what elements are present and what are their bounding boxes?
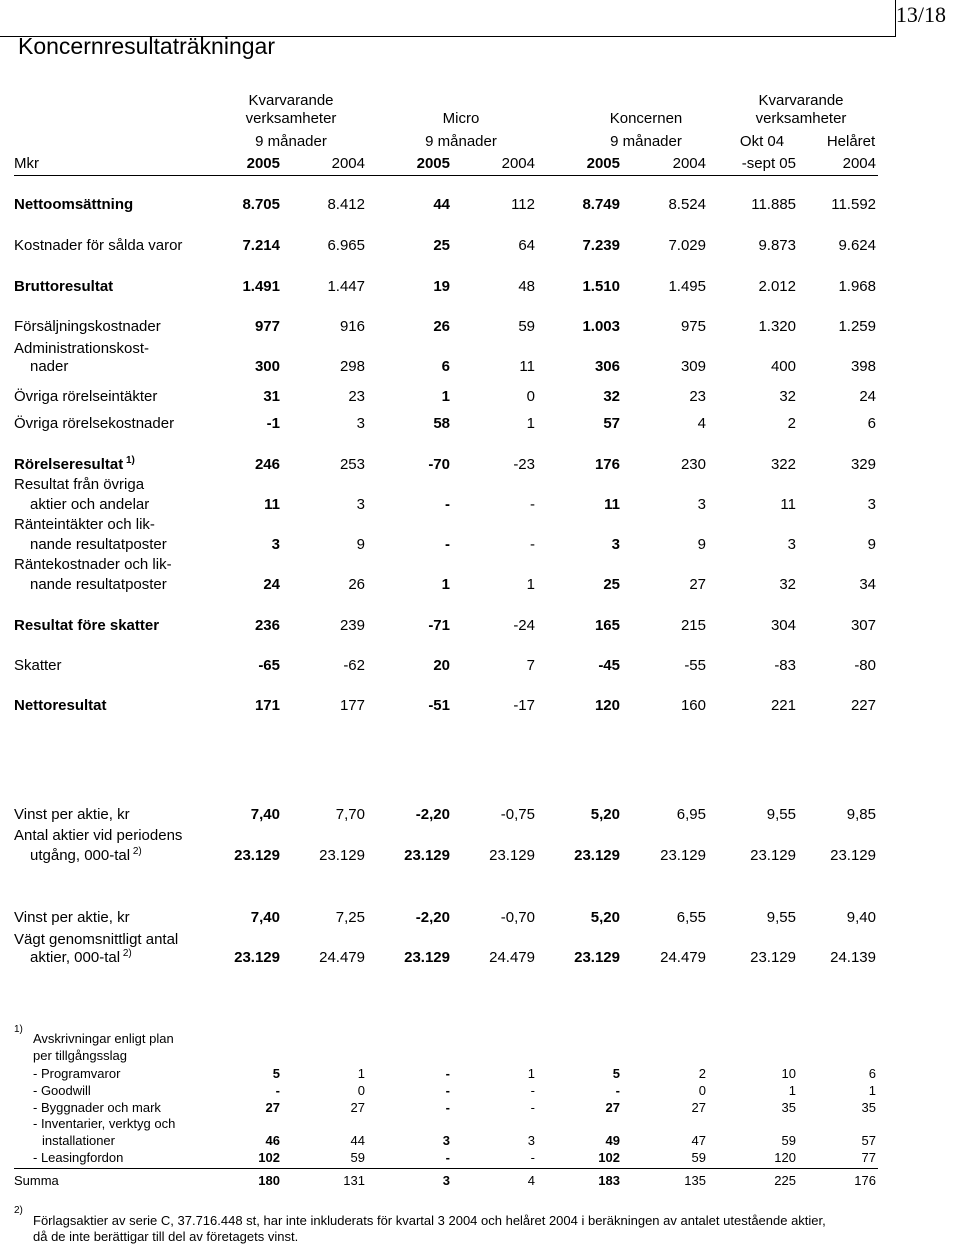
depreciation-item-value: 27: [265, 1100, 280, 1115]
depreciation-item-value: -: [445, 1083, 450, 1098]
row-value: 9.624: [838, 237, 876, 254]
row-value: 11: [264, 496, 280, 513]
row-value: 25: [433, 237, 450, 254]
row-value: 3: [867, 496, 876, 513]
row-value: 23.129: [234, 847, 280, 864]
sum-value: 180: [258, 1173, 280, 1188]
row-value: 26: [348, 576, 365, 593]
row-value: 300: [254, 358, 280, 375]
row-value: 5,20: [590, 909, 620, 926]
row-value: 9.873: [758, 237, 796, 254]
row-value: -83: [774, 657, 796, 674]
row-label-cont: utgång, 000-tal $^{2)}$: [30, 846, 142, 864]
row-label: Vinst per aktie, kr: [14, 806, 130, 823]
row-value: 2.012: [758, 278, 796, 295]
row-value: 11.592: [831, 196, 876, 213]
row-value: 57: [603, 415, 620, 432]
footnote-marker: 1): [14, 1024, 23, 1035]
row-value: 27: [689, 576, 706, 593]
row-value: 11: [780, 496, 796, 513]
depreciation-item-label-cont: installationer: [42, 1133, 115, 1148]
row-value: 7,40: [250, 909, 280, 926]
row-value: 221: [770, 697, 796, 714]
row-value: -17: [513, 697, 535, 714]
row-value: 1.491: [242, 278, 280, 295]
row-value: 3: [356, 496, 365, 513]
row-value: -: [445, 496, 450, 513]
row-value: 307: [850, 617, 876, 634]
row-label-cont: nande resultatposter: [30, 576, 167, 593]
row-value: 6,55: [676, 909, 706, 926]
row-value: 32: [779, 576, 796, 593]
row-value: 977: [254, 318, 280, 335]
row-value: 215: [680, 617, 706, 634]
row-value: 298: [339, 358, 365, 375]
row-value: 329: [850, 456, 876, 473]
row-label-sup: 1): [123, 455, 135, 466]
period-header: Okt 04: [739, 133, 785, 150]
row-value: 230: [680, 456, 706, 473]
row-value: 23.129: [574, 847, 620, 864]
row-label: Nettoresultat: [14, 697, 107, 714]
column-group-line1: Kvarvarande: [248, 92, 334, 109]
row-value: 9: [356, 536, 365, 553]
row-value: 227: [850, 697, 876, 714]
column-group-line2: Koncernen: [609, 110, 683, 127]
depreciation-item-value: 1: [788, 1083, 796, 1098]
depreciation-item-value: -: [530, 1083, 535, 1098]
row-value: 1.259: [838, 318, 876, 335]
depreciation-item-value: 59: [350, 1150, 365, 1165]
row-value: -2,20: [415, 806, 450, 823]
row-value: 400: [770, 358, 796, 375]
depreciation-item-value: 1: [868, 1083, 876, 1098]
row-value: -51: [428, 697, 450, 714]
row-value: 23.129: [750, 949, 796, 966]
row-value: 1: [526, 415, 535, 432]
row-value: 5,20: [590, 806, 620, 823]
depreciation-item-value: 57: [861, 1133, 876, 1148]
row-value: 24: [859, 388, 876, 405]
row-value: 6: [867, 415, 876, 432]
sum-value: 183: [598, 1173, 620, 1188]
row-value: 165: [594, 617, 620, 634]
year-header: 2004: [331, 155, 365, 172]
row-value: 7.029: [668, 237, 706, 254]
row-value: -1: [266, 415, 280, 432]
row-value: -62: [343, 657, 365, 674]
depreciation-item-value: -: [615, 1083, 620, 1098]
row-value: 20: [433, 657, 450, 674]
row-value: -70: [428, 456, 450, 473]
column-group-line2: verksamheter: [245, 110, 337, 127]
row-value: 1.510: [582, 278, 620, 295]
row-value: 23.129: [574, 949, 620, 966]
row-value: -80: [854, 657, 876, 674]
row-label-cont: nande resultatposter: [30, 536, 167, 553]
row-value: 975: [680, 318, 706, 335]
depreciation-item-value: 59: [781, 1133, 796, 1148]
depreciation-item-value: -: [530, 1100, 535, 1115]
depreciation-item-value: 35: [861, 1100, 876, 1115]
row-value: 171: [254, 697, 280, 714]
row-value: 160: [680, 697, 706, 714]
footnote1-heading-cont: per tillgångsslag: [33, 1048, 127, 1063]
row-value: 58: [433, 415, 450, 432]
row-label-cont: aktier, 000-tal $^{2)}$: [30, 948, 132, 966]
row-value: 23.129: [234, 949, 280, 966]
row-value: 64: [518, 237, 535, 254]
row-value: 4: [697, 415, 706, 432]
row-value: 59: [518, 318, 535, 335]
column-group-line1: Kvarvarande: [758, 92, 844, 109]
column-group-line2: verksamheter: [755, 110, 847, 127]
footnote-marker: 2): [14, 1205, 23, 1216]
row-value: 9: [697, 536, 706, 553]
sum-value: 3: [442, 1173, 450, 1188]
row-value: 112: [511, 196, 535, 213]
footnote1-heading: Avskrivningar enligt plan: [33, 1031, 174, 1046]
depreciation-item-value: 1: [527, 1066, 535, 1081]
row-value: 236: [254, 617, 280, 634]
row-value: -71: [428, 617, 450, 634]
row-value: 1.320: [758, 318, 796, 335]
row-value: 7: [526, 657, 535, 674]
row-value: 3: [787, 536, 796, 553]
row-label: Administrationskost-: [14, 340, 150, 357]
row-value: 31: [263, 388, 280, 405]
sum-value: 4: [527, 1173, 535, 1188]
row-value: 32: [603, 388, 620, 405]
depreciation-item-label: - Goodwill: [33, 1083, 91, 1098]
row-value: 7,40: [250, 806, 280, 823]
depreciation-item-label: - Inventarier, verktyg och: [33, 1116, 176, 1131]
row-value: -: [530, 496, 535, 513]
depreciation-item-value: 0: [698, 1083, 706, 1098]
row-label: Nettoomsättning: [14, 196, 134, 213]
row-value: 23.129: [830, 847, 876, 864]
row-value: 24.139: [830, 949, 876, 966]
row-value: 304: [770, 617, 796, 634]
row-value: 1.495: [668, 278, 706, 295]
row-value: 306: [594, 358, 620, 375]
row-label: Bruttoresultat: [14, 278, 114, 295]
row-value: 253: [339, 456, 365, 473]
year-header: 2004: [672, 155, 706, 172]
row-value: 24: [263, 576, 280, 593]
sum-value: 135: [684, 1173, 706, 1188]
row-value: 8.412: [327, 196, 365, 213]
depreciation-item-value: 6: [868, 1066, 876, 1081]
depreciation-item-value: 102: [258, 1150, 280, 1165]
row-value: 34: [859, 576, 876, 593]
period-header: 9 månader: [255, 133, 327, 150]
row-value: 23.129: [404, 847, 450, 864]
row-value: 23: [348, 388, 365, 405]
depreciation-item-value: -: [445, 1100, 450, 1115]
footnote2-text: Förlagsaktier av serie C, 37.716.448 st, har inte inkluderats för kvartal 3 2004 och helåret 2004 i beräkningen av antalet utestående aktier,: [33, 1213, 826, 1228]
sum-value: 176: [854, 1173, 876, 1188]
row-value: -: [530, 536, 535, 553]
depreciation-item-value: 5: [272, 1066, 280, 1081]
row-value: 1: [441, 576, 450, 593]
row-value: 176: [594, 456, 620, 473]
row-label: Vägt genomsnittligt antal: [14, 931, 179, 948]
row-value: 9,55: [766, 909, 796, 926]
row-value: 1.003: [582, 318, 620, 335]
row-value: 9,85: [846, 806, 876, 823]
depreciation-item-value: 3: [442, 1133, 450, 1148]
row-value: 6,95: [676, 806, 706, 823]
row-value: -24: [513, 617, 535, 634]
row-label: Skatter: [14, 657, 62, 674]
row-value: 23.129: [319, 847, 365, 864]
period-header: 9 månader: [425, 133, 497, 150]
row-value: 32: [779, 388, 796, 405]
row-label: Övriga rörelseintäkter: [14, 388, 158, 405]
sum-value: 225: [774, 1173, 796, 1188]
row-value: -23: [513, 456, 535, 473]
year-header: 2005: [416, 155, 450, 172]
depreciation-item-value: -: [275, 1083, 280, 1098]
row-value: -65: [258, 657, 280, 674]
row-value: 26: [433, 318, 450, 335]
row-value: 23.129: [750, 847, 796, 864]
year-header: 2004: [842, 155, 876, 172]
row-value: 7.214: [242, 237, 280, 254]
depreciation-item-label: - Byggnader och mark: [33, 1100, 161, 1115]
row-label-sup: 2): [120, 948, 132, 959]
row-value: 239: [339, 617, 365, 634]
row-label: Övriga rörelsekostnader: [14, 415, 175, 432]
row-value: 24.479: [660, 949, 706, 966]
row-label: Räntekostnader och lik-: [14, 556, 172, 573]
row-value: 0: [526, 388, 535, 405]
row-value: 1.968: [838, 278, 876, 295]
depreciation-item-value: 49: [605, 1133, 620, 1148]
row-label: Ränteintäkter och lik-: [14, 516, 155, 533]
column-group-line2: Micro: [442, 110, 480, 127]
depreciation-item-value: 3: [527, 1133, 535, 1148]
row-label: Kostnader för sålda varor: [14, 237, 183, 254]
row-label: Resultat från övriga: [14, 476, 145, 493]
depreciation-item-value: 2: [698, 1066, 706, 1081]
row-label: Försäljningskostnader: [14, 318, 161, 335]
row-value: 9,40: [846, 909, 876, 926]
row-value: 3: [697, 496, 706, 513]
sum-label: Summa: [14, 1173, 59, 1188]
sum-line: [14, 1168, 878, 1169]
row-value: 6.965: [327, 237, 365, 254]
row-value: 3: [611, 536, 620, 553]
row-value: 44: [433, 196, 450, 213]
row-value: -45: [598, 657, 620, 674]
row-value: 11.885: [751, 196, 796, 213]
depreciation-item-value: 27: [350, 1100, 365, 1115]
row-value: -: [445, 536, 450, 553]
row-value: -0,75: [500, 806, 535, 823]
row-value: 8.749: [582, 196, 620, 213]
year-header: 2005: [246, 155, 280, 172]
row-value: 48: [518, 278, 535, 295]
row-value: 309: [680, 358, 706, 375]
row-label: Antal aktier vid periodens: [14, 827, 183, 844]
row-value: 3: [271, 536, 280, 553]
depreciation-item-value: 47: [691, 1133, 706, 1148]
header-underline: [14, 175, 878, 176]
row-label: Rörelseresultat $^{1)}$: [14, 455, 135, 473]
row-value: 177: [339, 697, 365, 714]
depreciation-item-value: 10: [781, 1066, 796, 1081]
depreciation-item-value: 59: [691, 1150, 706, 1165]
period-header: Helåret: [826, 133, 876, 150]
depreciation-item-value: 77: [861, 1150, 876, 1165]
depreciation-item-value: 5: [612, 1066, 620, 1081]
row-value: 24.479: [489, 949, 535, 966]
row-value: 9: [867, 536, 876, 553]
row-value: 11: [604, 496, 620, 513]
row-value: -0,70: [500, 909, 535, 926]
row-label-cont: nader: [30, 358, 69, 375]
row-value: 246: [254, 456, 280, 473]
row-value: 8.705: [242, 196, 280, 213]
row-value: 120: [594, 697, 620, 714]
sum-value: 131: [343, 1173, 365, 1188]
row-value: 1: [526, 576, 535, 593]
row-value: 19: [433, 278, 450, 295]
page-number: 13/18: [895, 2, 946, 27]
year-header: 2005: [586, 155, 620, 172]
period-header: 9 månader: [610, 133, 682, 150]
row-value: 2: [787, 415, 796, 432]
row-value: 24.479: [319, 949, 365, 966]
row-value: 6: [441, 358, 450, 375]
row-value: 23.129: [660, 847, 706, 864]
row-value: 398: [850, 358, 876, 375]
depreciation-item-value: 102: [598, 1150, 620, 1165]
footnote2-text-cont: då de inte berättigar till del av företagets vinst.: [33, 1229, 299, 1244]
depreciation-item-value: 46: [265, 1133, 280, 1148]
year-header: 2004: [501, 155, 535, 172]
row-value: 322: [770, 456, 796, 473]
depreciation-item-label: - Leasingfordon: [33, 1150, 124, 1165]
row-value: 25: [603, 576, 620, 593]
row-value: 11: [519, 358, 535, 375]
depreciation-item-value: 1: [357, 1066, 365, 1081]
row-value: -55: [684, 657, 706, 674]
depreciation-item-value: 120: [774, 1150, 796, 1165]
row-value: 9,55: [766, 806, 796, 823]
row-label: Resultat före skatter: [14, 617, 160, 634]
depreciation-item-label: - Programvaror: [33, 1066, 121, 1081]
depreciation-item-value: 35: [781, 1100, 796, 1115]
row-value: 1.447: [327, 278, 365, 295]
unit-label: Mkr: [14, 155, 39, 172]
row-label: Vinst per aktie, kr: [14, 909, 130, 926]
depreciation-item-value: 27: [691, 1100, 706, 1115]
depreciation-item-value: -: [445, 1066, 450, 1081]
row-value: 3: [356, 415, 365, 432]
row-label-cont: aktier och andelar: [30, 496, 150, 513]
row-value: 7,25: [335, 909, 365, 926]
page-title: Koncernresultaträkningar: [18, 33, 275, 59]
year-header: -sept 05: [741, 155, 796, 172]
depreciation-item-value: -: [445, 1150, 450, 1165]
row-value: 7.239: [582, 237, 620, 254]
depreciation-item-value: 27: [605, 1100, 620, 1115]
depreciation-item-value: -: [530, 1150, 535, 1165]
row-value: 1: [441, 388, 450, 405]
row-value: 23: [689, 388, 706, 405]
depreciation-item-value: 44: [350, 1133, 365, 1148]
row-value: 7,70: [335, 806, 365, 823]
row-value: 23.129: [404, 949, 450, 966]
row-value: 23.129: [489, 847, 535, 864]
depreciation-item-value: 0: [357, 1083, 365, 1098]
row-label-sup: 2): [130, 846, 142, 857]
row-value: -2,20: [415, 909, 450, 926]
row-value: 916: [339, 318, 365, 335]
row-value: 8.524: [668, 196, 706, 213]
